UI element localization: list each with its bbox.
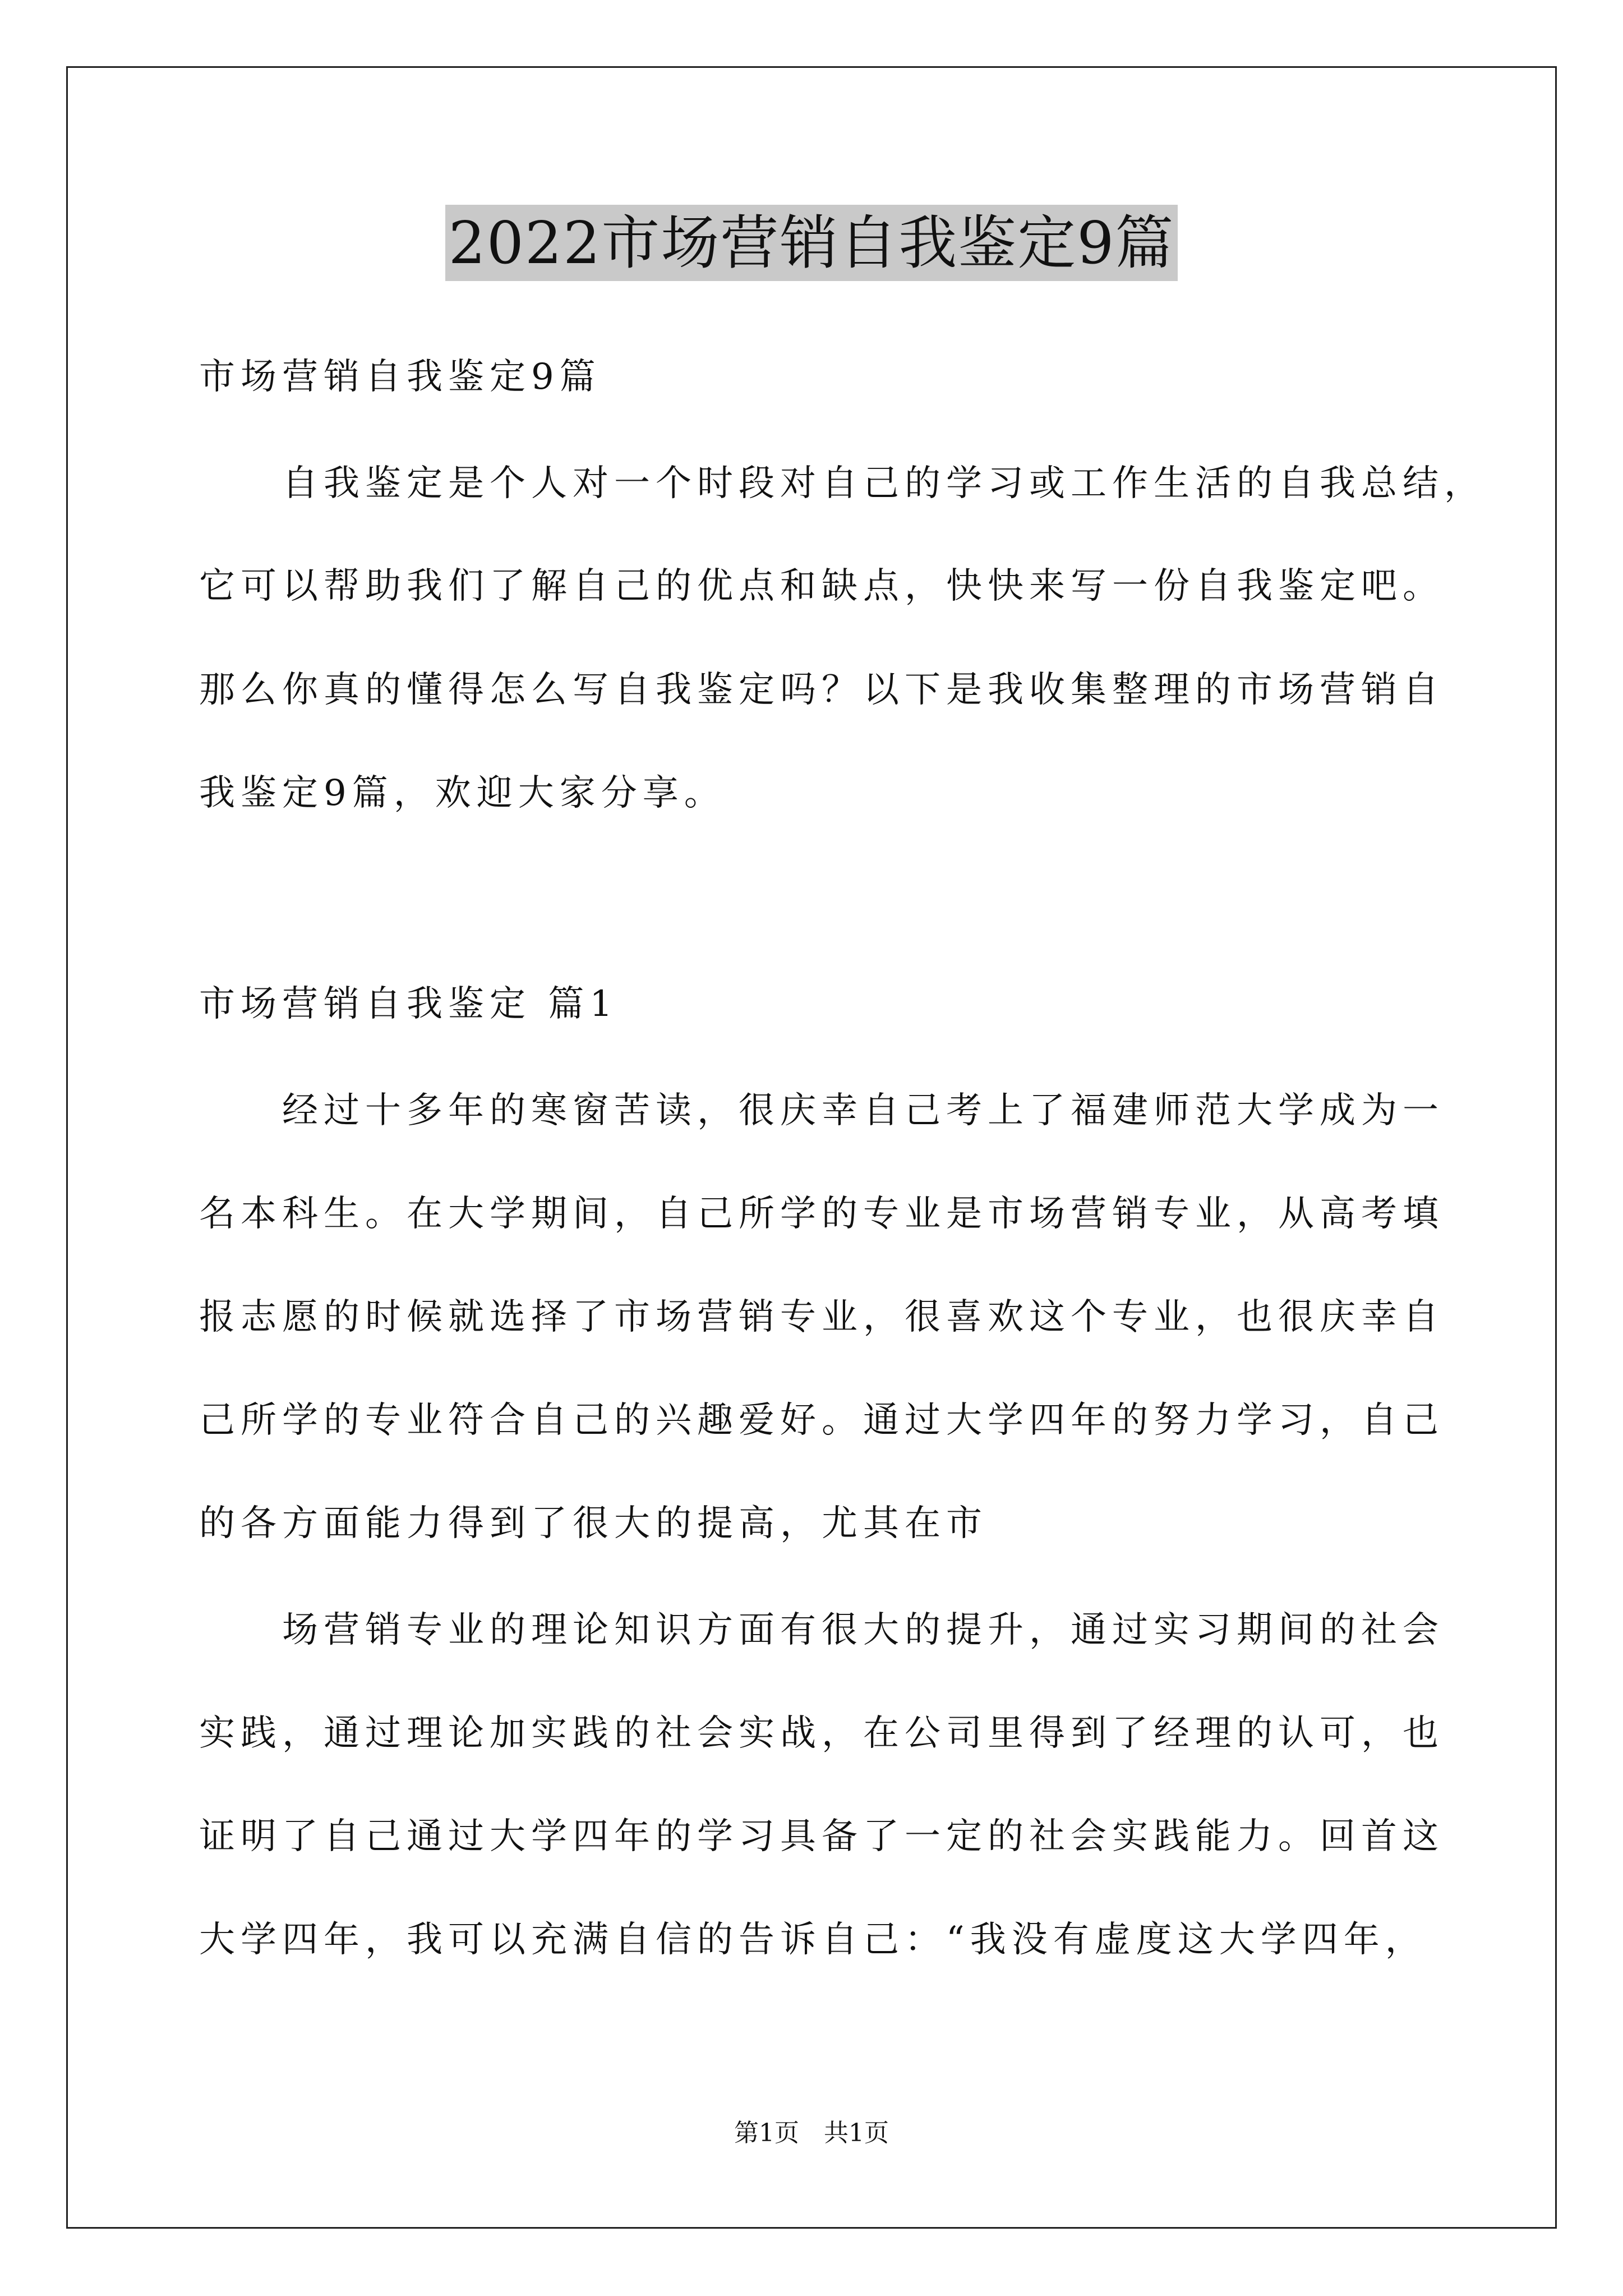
- subtitle-line: 市场营销自我鉴定9篇: [199, 356, 601, 398]
- body-line: 我鉴定9篇，欢迎大家分享。: [199, 772, 726, 814]
- body-line: 报志愿的时候就选择了市场营销专业，很喜欢这个专业，也很庆幸自: [199, 1296, 1444, 1338]
- body-line: 实践，通过理论加实践的社会实战，在公司里得到了经理的认可，也: [199, 1713, 1444, 1754]
- section-heading: 市场营销自我鉴定 篇1: [199, 983, 619, 1025]
- body-line: 大学四年，我可以充满自信的告诉自己：“我没有虚度这大学四年，: [199, 1919, 1427, 1961]
- body-line: 那么你真的懂得怎么写自我鉴定吗？以下是我收集整理的市场营销自: [199, 669, 1444, 711]
- body-line: 名本科生。在大学期间，自己所学的专业是市场营销专业，从高考填: [199, 1193, 1444, 1235]
- body-line: 自我鉴定是个人对一个时段对自己的学习或工作生活的自我总结，: [199, 463, 1486, 504]
- page-footer: 第1页 共1页: [734, 2119, 889, 2147]
- body-line: 经过十多年的寒窗苦读，很庆幸自己考上了福建师范大学成为一: [199, 1090, 1444, 1131]
- document-title: 2022市场营销自我鉴定9篇: [445, 205, 1178, 281]
- body-line: 证明了自己通过大学四年的学习具备了一定的社会实践能力。回首这: [199, 1816, 1444, 1857]
- body-line: 场营销专业的理论知识方面有很大的提升，通过实习期间的社会: [199, 1609, 1444, 1651]
- title-block: [0, 205, 1623, 281]
- body-line: 它可以帮助我们了解自己的优点和缺点，快快来写一份自我鉴定吧。: [199, 565, 1444, 607]
- body-line: 的各方面能力得到了很大的提高，尤其在市: [199, 1503, 988, 1544]
- body-line: 己所学的专业符合自己的兴趣爱好。通过大学四年的努力学习，自己: [199, 1400, 1444, 1441]
